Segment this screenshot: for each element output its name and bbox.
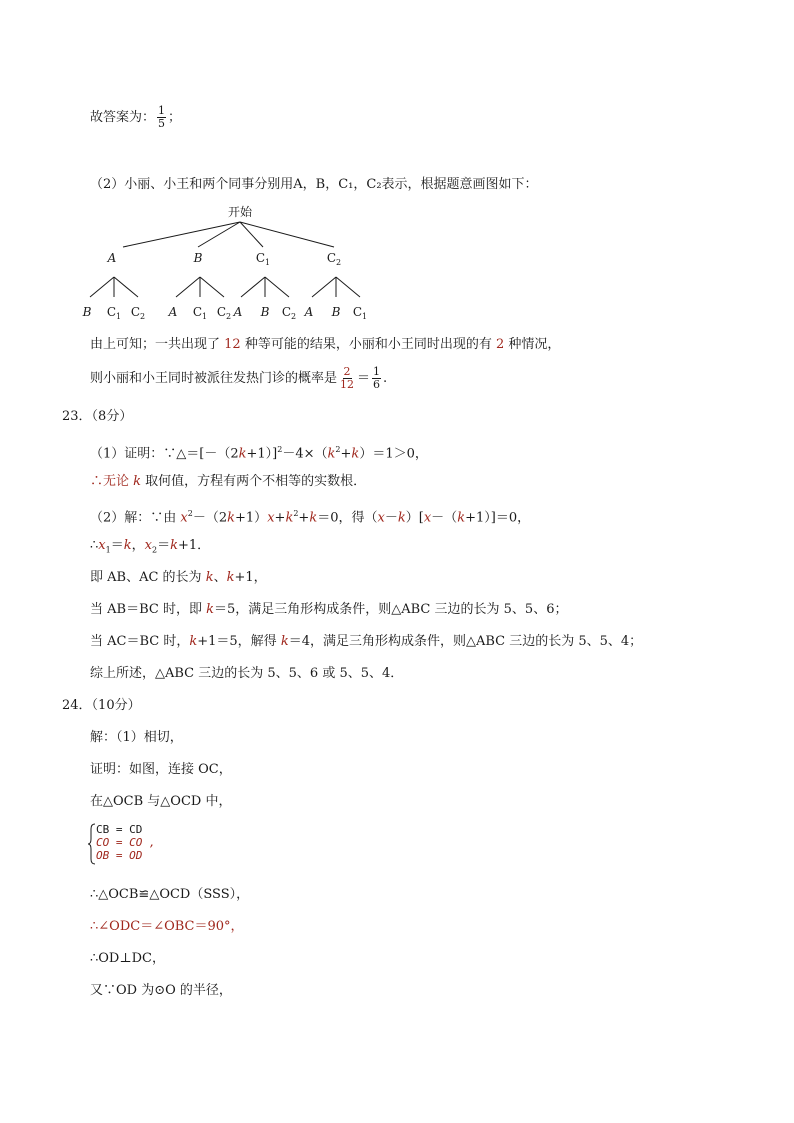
q24-header: 24．（10分）	[62, 698, 141, 713]
q23-line-3: （2）解：∵由 $x^2-(2k+1)x+k^2+k=0$，得（x－k）[x－（k+1）]＝0，	[90, 509, 531, 526]
tree-branch	[336, 277, 360, 297]
tree-branch	[198, 222, 240, 247]
tree-node-l2: B	[331, 305, 341, 319]
tree-branch	[176, 277, 200, 297]
fraction-one-fifth: $\frac{1}{5}$	[158, 104, 166, 130]
tree-node-l1: B	[193, 251, 203, 265]
conclusion-line-1: 由上可知；一共出现了 12 种等可能的结果，小丽和小王同时出现的有 2 种情况，	[90, 337, 561, 352]
q24-line-6: ∴OD⊥DC，	[90, 951, 165, 966]
q24-line-3: 在△OCB 与△OCD 中，	[90, 794, 232, 809]
fraction-2-12: $\frac{2}{12}$	[340, 365, 355, 391]
q23-line-6: 当 AB＝BC 时，即 k＝5，满足三角形构成条件，则△ABC 三边的长为 5、5、6；	[90, 602, 568, 617]
q23-line-7: 当 AC＝BC 时，k+1＝5，解得 k＝4，满足三角形构成条件，则△ABC 三边的长为 5、5、4；	[90, 634, 643, 649]
tree-branch	[240, 222, 263, 247]
fraction-1-6: $\frac{1}{6}$	[373, 365, 381, 391]
tree-node-l2: B	[260, 305, 270, 319]
tree-root-label: 开始	[227, 205, 253, 219]
equation-row: CB = CD	[96, 823, 143, 836]
tree-node-l2: A	[168, 305, 178, 319]
tree-node-l1: $C_2$	[326, 251, 342, 267]
q23-header: 23．（8分）	[62, 409, 133, 424]
q23-line-5: 即 AB、AC 的长为 k、k+1，	[90, 570, 267, 585]
tree-node-l2: A	[304, 305, 314, 319]
tree-branch	[90, 277, 114, 297]
equation-row: CO = CO ,	[96, 836, 156, 849]
tree-node-l1: A	[107, 251, 117, 265]
tree-node-l2: B	[82, 305, 92, 319]
tree-branch	[265, 277, 289, 297]
equation-system	[96, 823, 156, 862]
tree-node-l2: $C_2$	[130, 305, 146, 321]
q23-line-8: 综上所述，△ABC 三边的长为 5、5、6 或 5、5、4．	[90, 666, 404, 681]
tree-node-l2: $C_1$	[106, 305, 122, 321]
q23-line-4: $\therefore x_1=k$，$x_2=k+1$．	[90, 538, 211, 555]
tree-node-l2: $C_1$	[192, 305, 208, 321]
tree-node-l2: $C_1$	[352, 305, 368, 321]
tree-branch	[240, 222, 334, 247]
tree-branch	[241, 277, 265, 297]
tree-branch	[123, 222, 240, 247]
answer-line-1: 故答案为： $\frac{1}{5}$ ；	[90, 104, 182, 130]
equation-row: OB = OD	[96, 849, 143, 862]
part2-intro: （2）小丽、小王和两个同事分别用A，B，C₁，C₂表示，根据题意画图如下：	[90, 177, 538, 192]
tree-node-l2: A	[233, 305, 243, 319]
q24-line-5: ∴∠ODC＝∠OBC＝90°，	[90, 919, 244, 934]
q24-line-1: 解：（1）相切，	[90, 730, 183, 745]
tree-branch	[114, 277, 138, 297]
q23-line-2: ∴无论 k 取何值，方程有两个不相等的实数根．	[90, 474, 367, 489]
q24-line-2: 证明：如图，连接 OC，	[90, 762, 232, 777]
q23-line-1: （1）证明：$\because\triangle=[-(2k+1)]^2-4\times(k^2+k)=1>0$，	[90, 445, 428, 462]
tree-branch	[312, 277, 336, 297]
conclusion-line-2: 则小丽和小王同时被派往发热门诊的概率是 $\frac{2}{12}$ ＝ $\frac{1}{6}$ .	[90, 365, 388, 391]
tree-node-l1: $C_1$	[255, 251, 271, 267]
tree-branch	[200, 277, 224, 297]
tree-node-l2: $C_2$	[281, 305, 297, 321]
q24-line-7: 又∵OD 为⊙O 的半径，	[90, 983, 232, 998]
tree-node-l2: $C_2$	[216, 305, 232, 321]
q24-line-4: ∴△OCB≌△OCD（SSS），	[90, 887, 250, 902]
